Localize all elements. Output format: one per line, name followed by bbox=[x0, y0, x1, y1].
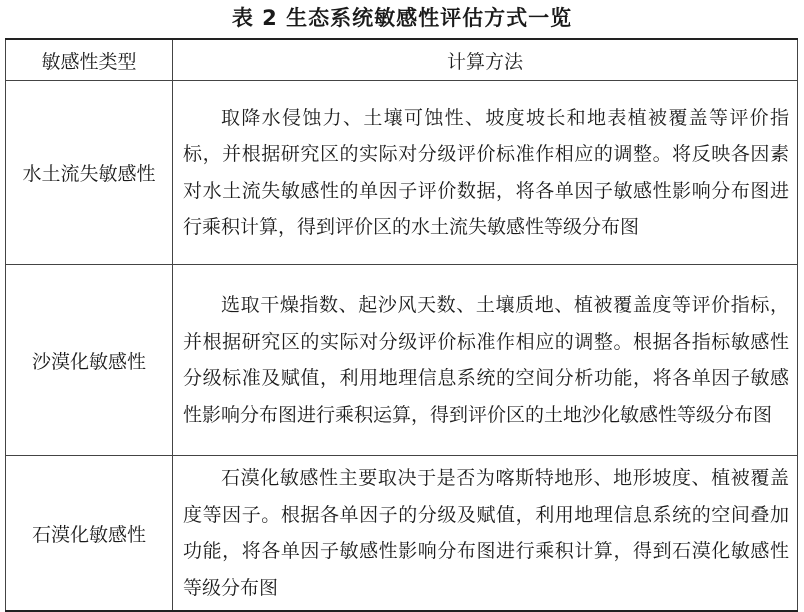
table-title: 表 2 生态系统敏感性评估方式一览 bbox=[231, 6, 573, 30]
row-method-rocky-desertification: 石漠化敏感性主要取决于是否为喀斯特地形、地形坡度、植被覆盖度等因子。根据各单因子的分级及赋值，利用地理信息系统的空间叠加功能，将各单因子敏感性影响分布图进行乘积计算，得到石漠化敏感性等级分布图 bbox=[173, 456, 798, 612]
row-type-soil-erosion: 水土流失敏感性 bbox=[6, 81, 173, 265]
header-sensitivity-type: 敏感性类型 bbox=[6, 39, 173, 81]
header-calculation-method: 计算方法 bbox=[173, 39, 798, 81]
table-header-row bbox=[6, 39, 798, 81]
table-row bbox=[6, 81, 798, 265]
row-type-desertification: 沙漠化敏感性 bbox=[6, 265, 173, 456]
row-method-soil-erosion: 取降水侵蚀力、土壤可蚀性、坡度坡长和地表植被覆盖等评价指标，并根据研究区的实际对分级评价标准作相应的调整。将反映各因素对水土流失敏感性的单因子评价数据，将各单因子敏感性影响分布图进行乘积计算，得到评价区的水土流失敏感性等级分布图 bbox=[173, 81, 798, 265]
table-row bbox=[6, 265, 798, 456]
row-method-desertification: 选取干燥指数、起沙风天数、土壤质地、植被覆盖度等评价指标，并根据研究区的实际对分级评价标准作相应的调整。根据各指标敏感性分级标准及赋值，利用地理信息系统的空间分析功能，将各单因子敏感性影响分布图进行乘积运算，得到评价区的土地沙化敏感性等级分布图 bbox=[173, 265, 798, 456]
table-row bbox=[6, 456, 798, 612]
row-type-rocky-desertification: 石漠化敏感性 bbox=[6, 456, 173, 612]
sensitivity-table bbox=[5, 38, 798, 612]
